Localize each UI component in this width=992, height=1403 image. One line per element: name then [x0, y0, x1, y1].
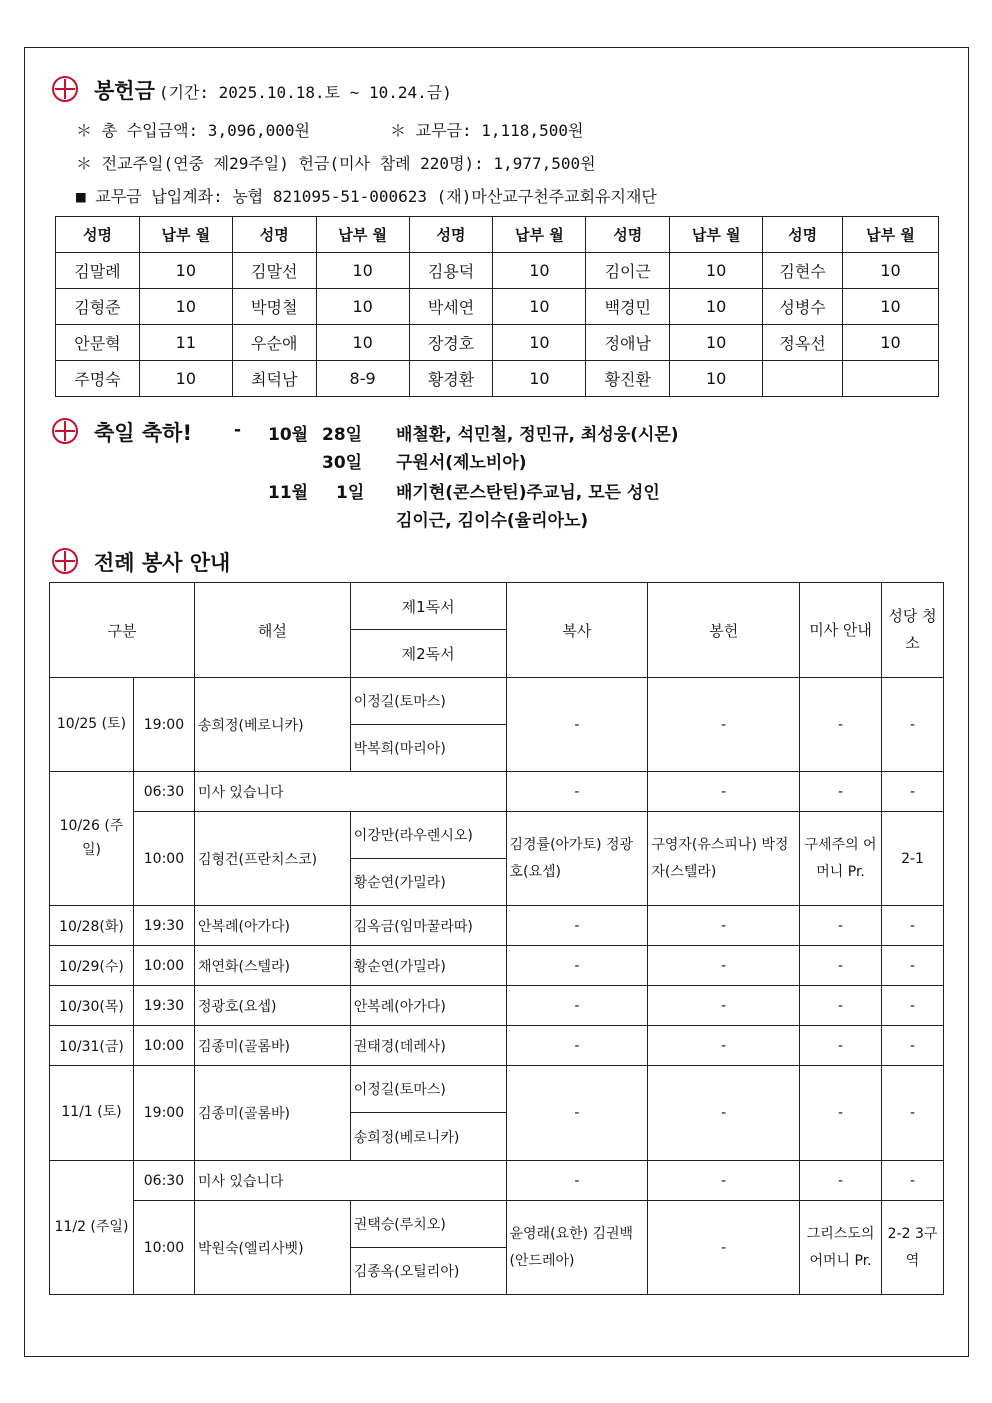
- reading2-cell: 김종옥(오틸리아): [350, 1248, 506, 1295]
- cleaning-cell: 2-1: [882, 812, 944, 906]
- altar-cell: -: [506, 986, 648, 1026]
- altar-cell: -: [506, 1161, 648, 1201]
- date-cell: 10/29(수): [50, 946, 134, 986]
- total-income: ＊ 총 수입금액: 3,096,000원: [76, 121, 310, 140]
- cleaning-cell: -: [882, 772, 944, 812]
- cross-circle-icon: [52, 548, 78, 574]
- reading-cell: 황순연(가밀라): [350, 946, 506, 986]
- cleaning-cell: -: [882, 986, 944, 1026]
- reading-cell: 권태경(데레사): [350, 1026, 506, 1066]
- cross-circle-icon: [52, 418, 78, 444]
- name-cell: 황경환: [409, 361, 493, 397]
- reading1-cell: 이정길(토마스): [350, 1066, 506, 1113]
- header-cell: 성명: [232, 217, 316, 253]
- birthday-month: 10월: [268, 425, 309, 445]
- month-cell: 10: [670, 325, 763, 361]
- cleaning-cell: -: [882, 678, 944, 772]
- name-cell: 안문혁: [56, 325, 140, 361]
- time-cell: 19:00: [133, 1066, 194, 1161]
- month-cell: 10: [843, 325, 939, 361]
- altar-cell: -: [506, 946, 648, 986]
- name-cell: 김말선: [232, 253, 316, 289]
- liturgy-title: 전례 봉사 안내: [94, 551, 231, 575]
- birthday-dash: -: [234, 420, 242, 440]
- time-cell: 10:00: [133, 946, 194, 986]
- offertory-cell: -: [648, 946, 800, 986]
- date-cell: 10/28(화): [50, 906, 134, 946]
- name-cell: [763, 361, 843, 397]
- time-cell: 06:30: [133, 772, 194, 812]
- header-cell: 성명: [409, 217, 493, 253]
- name-cell: 성병수: [763, 289, 843, 325]
- name-cell: 박명철: [232, 289, 316, 325]
- date-cell: 10/25 (토): [50, 678, 134, 772]
- offertory-cell: -: [648, 986, 800, 1026]
- birthday-month: 11월: [268, 483, 309, 503]
- birthday-names: 김이근, 김이수(율리아노): [396, 511, 589, 531]
- altar-cell: -: [506, 678, 648, 772]
- month-cell: 10: [670, 289, 763, 325]
- name-cell: 정옥선: [763, 325, 843, 361]
- table-row: [50, 1066, 944, 1113]
- commentary-cell: 안복례(아가다): [194, 906, 350, 946]
- birthday-day: 28일: [322, 425, 363, 445]
- altar-cell: -: [506, 906, 648, 946]
- table-row: [56, 361, 939, 397]
- reading-cell: 안복례(아가다): [350, 986, 506, 1026]
- month-cell: 10: [843, 253, 939, 289]
- cleaning-cell: -: [882, 1026, 944, 1066]
- header-cell: 납부 월: [316, 217, 409, 253]
- offering-period: (기간: 2025.10.18.토 ~ 10.24.금): [158, 83, 452, 102]
- liturgy-heading: [52, 544, 230, 577]
- guide-cell: -: [800, 986, 882, 1026]
- guide-cell: -: [800, 678, 882, 772]
- liturgy-table: [49, 582, 944, 1295]
- header-altar: 복사: [506, 583, 648, 678]
- altar-cell: -: [506, 772, 648, 812]
- commentary-cell: 김형건(프란치스코): [194, 812, 350, 906]
- month-cell: 10: [316, 289, 409, 325]
- time-cell: 19:00: [133, 678, 194, 772]
- month-cell: 8-9: [316, 361, 409, 397]
- name-cell: 정애남: [586, 325, 670, 361]
- table-row: [50, 986, 944, 1026]
- altar-cell: 김경률(아가토) 정광호(요셉): [506, 812, 648, 906]
- note-cell: 미사 있습니다: [194, 772, 506, 812]
- commentary-cell: 김종미(골롬바): [194, 1026, 350, 1066]
- month-cell: 10: [493, 289, 586, 325]
- header-division: 구분: [50, 583, 195, 678]
- name-cell: 김이근: [586, 253, 670, 289]
- table-row: [50, 1201, 944, 1248]
- guide-cell: -: [800, 1161, 882, 1201]
- commentary-cell: 김종미(골롬바): [194, 1066, 350, 1161]
- table-row: [50, 1161, 944, 1201]
- offertory-cell: -: [648, 1026, 800, 1066]
- table-row: [56, 325, 939, 361]
- table-row: [50, 906, 944, 946]
- altar-cell: 윤영래(요한) 김권백(안드레아): [506, 1201, 648, 1295]
- birthday-day: 30일: [322, 453, 363, 473]
- offering-title: 봉헌금: [94, 79, 155, 103]
- mission-sunday-offering: ＊ 전교주일(연중 제29주일) 헌금(미사 참례 220명): 1,977,500원: [76, 154, 596, 173]
- name-cell: 장경호: [409, 325, 493, 361]
- header-cell: 납부 월: [493, 217, 586, 253]
- month-cell: 10: [316, 253, 409, 289]
- header-cell: 성명: [56, 217, 140, 253]
- birthday-heading: [52, 414, 192, 447]
- cleaning-cell: 2-2 3구역: [882, 1201, 944, 1295]
- church-dues-total: ＊ 교무금: 1,118,500원: [390, 121, 584, 140]
- name-cell: 주명숙: [56, 361, 140, 397]
- cleaning-cell: -: [882, 906, 944, 946]
- dues-header-row: [56, 217, 939, 253]
- header-cell: 납부 월: [139, 217, 232, 253]
- name-cell: 김형준: [56, 289, 140, 325]
- time-cell: 10:00: [133, 1201, 194, 1295]
- reading2-cell: 황순연(가밀라): [350, 859, 506, 906]
- commentary-cell: 정광호(요셉): [194, 986, 350, 1026]
- altar-cell: -: [506, 1066, 648, 1161]
- table-row: [50, 583, 944, 630]
- offertory-cell: -: [648, 678, 800, 772]
- name-cell: 김용덕: [409, 253, 493, 289]
- guide-cell: 구세주의 어머니 Pr.: [800, 812, 882, 906]
- offertory-cell: -: [648, 1161, 800, 1201]
- time-cell: 19:30: [133, 986, 194, 1026]
- dues-table: [55, 216, 939, 397]
- header-commentary: 해설: [194, 583, 350, 678]
- guide-cell: -: [800, 946, 882, 986]
- header-cell: 성명: [586, 217, 670, 253]
- name-cell: 황진환: [586, 361, 670, 397]
- time-cell: 06:30: [133, 1161, 194, 1201]
- cross-circle-icon: [52, 76, 78, 102]
- name-cell: 김말례: [56, 253, 140, 289]
- month-cell: 10: [843, 289, 939, 325]
- table-row: [56, 289, 939, 325]
- table-row: [50, 678, 944, 725]
- date-cell: 11/2 (주일): [50, 1161, 134, 1295]
- month-cell: 10: [493, 361, 586, 397]
- reading1-cell: 권택승(루치오): [350, 1201, 506, 1248]
- name-cell: 백경민: [586, 289, 670, 325]
- offertory-cell: -: [648, 1066, 800, 1161]
- header-offertory: 봉헌: [648, 583, 800, 678]
- commentary-cell: 송희정(베로니카): [194, 678, 350, 772]
- dues-account: ■ 교무금 납입계좌: 농협 821095-51-000623 (재)마산교구천주교회유지재단: [76, 187, 657, 206]
- commentary-cell: 채연화(스텔라): [194, 946, 350, 986]
- guide-cell: 그리스도의 어머니 Pr.: [800, 1201, 882, 1295]
- time-cell: 10:00: [133, 812, 194, 906]
- header-reading1: 제1독서: [350, 583, 506, 630]
- table-row: [50, 772, 944, 812]
- date-cell: 11/1 (토): [50, 1066, 134, 1161]
- birthday-title: 축일 축하!: [94, 421, 193, 445]
- date-cell: 10/31(금): [50, 1026, 134, 1066]
- birthday-names: 배기현(콘스탄틴)주교님, 모든 성인: [396, 483, 660, 503]
- cleaning-cell: -: [882, 1066, 944, 1161]
- birthday-names: 구원서(제노비아): [396, 453, 527, 473]
- header-cell: 납부 월: [843, 217, 939, 253]
- header-reading2: 제2독서: [350, 630, 506, 678]
- month-cell: 10: [139, 289, 232, 325]
- offering-heading: [52, 72, 452, 105]
- name-cell: 우순애: [232, 325, 316, 361]
- date-cell: 10/30(목): [50, 986, 134, 1026]
- guide-cell: -: [800, 772, 882, 812]
- note-cell: 미사 있습니다: [194, 1161, 506, 1201]
- offertory-cell: -: [648, 906, 800, 946]
- offertory-cell: 구영자(유스피나) 박정자(스텔라): [648, 812, 800, 906]
- header-cleaning: 성당 청소: [882, 583, 944, 678]
- month-cell: 10: [139, 361, 232, 397]
- month-cell: 10: [493, 253, 586, 289]
- name-cell: 김현수: [763, 253, 843, 289]
- month-cell: 11: [139, 325, 232, 361]
- month-cell: 10: [139, 253, 232, 289]
- guide-cell: -: [800, 906, 882, 946]
- table-row: [50, 1026, 944, 1066]
- offertory-cell: -: [648, 772, 800, 812]
- reading2-cell: 박복희(마리아): [350, 725, 506, 772]
- offertory-cell: -: [648, 1201, 800, 1295]
- altar-cell: -: [506, 1026, 648, 1066]
- guide-cell: -: [800, 1026, 882, 1066]
- birthday-day: 1일: [336, 483, 365, 503]
- month-cell: 10: [670, 361, 763, 397]
- time-cell: 19:30: [133, 906, 194, 946]
- name-cell: 최덕남: [232, 361, 316, 397]
- reading-cell: 김옥금(임마꿀라따): [350, 906, 506, 946]
- cleaning-cell: -: [882, 1161, 944, 1201]
- guide-cell: -: [800, 1066, 882, 1161]
- name-cell: 박세연: [409, 289, 493, 325]
- date-cell: 10/26 (주일): [50, 772, 134, 906]
- header-cell: 납부 월: [670, 217, 763, 253]
- table-row: [50, 946, 944, 986]
- month-cell: 10: [493, 325, 586, 361]
- header-cell: 성명: [763, 217, 843, 253]
- cleaning-cell: -: [882, 946, 944, 986]
- table-row: [50, 812, 944, 859]
- reading2-cell: 송희정(베로니카): [350, 1113, 506, 1161]
- header-mass-guide: 미사 안내: [800, 583, 882, 678]
- month-cell: 10: [670, 253, 763, 289]
- reading1-cell: 이강만(라우렌시오): [350, 812, 506, 859]
- month-cell: 10: [316, 325, 409, 361]
- birthday-names: 배철환, 석민철, 정민규, 최성웅(시몬): [396, 425, 679, 445]
- time-cell: 10:00: [133, 1026, 194, 1066]
- table-row: [56, 253, 939, 289]
- commentary-cell: 박원숙(엘리사벳): [194, 1201, 350, 1295]
- reading1-cell: 이정길(토마스): [350, 678, 506, 725]
- month-cell: [843, 361, 939, 397]
